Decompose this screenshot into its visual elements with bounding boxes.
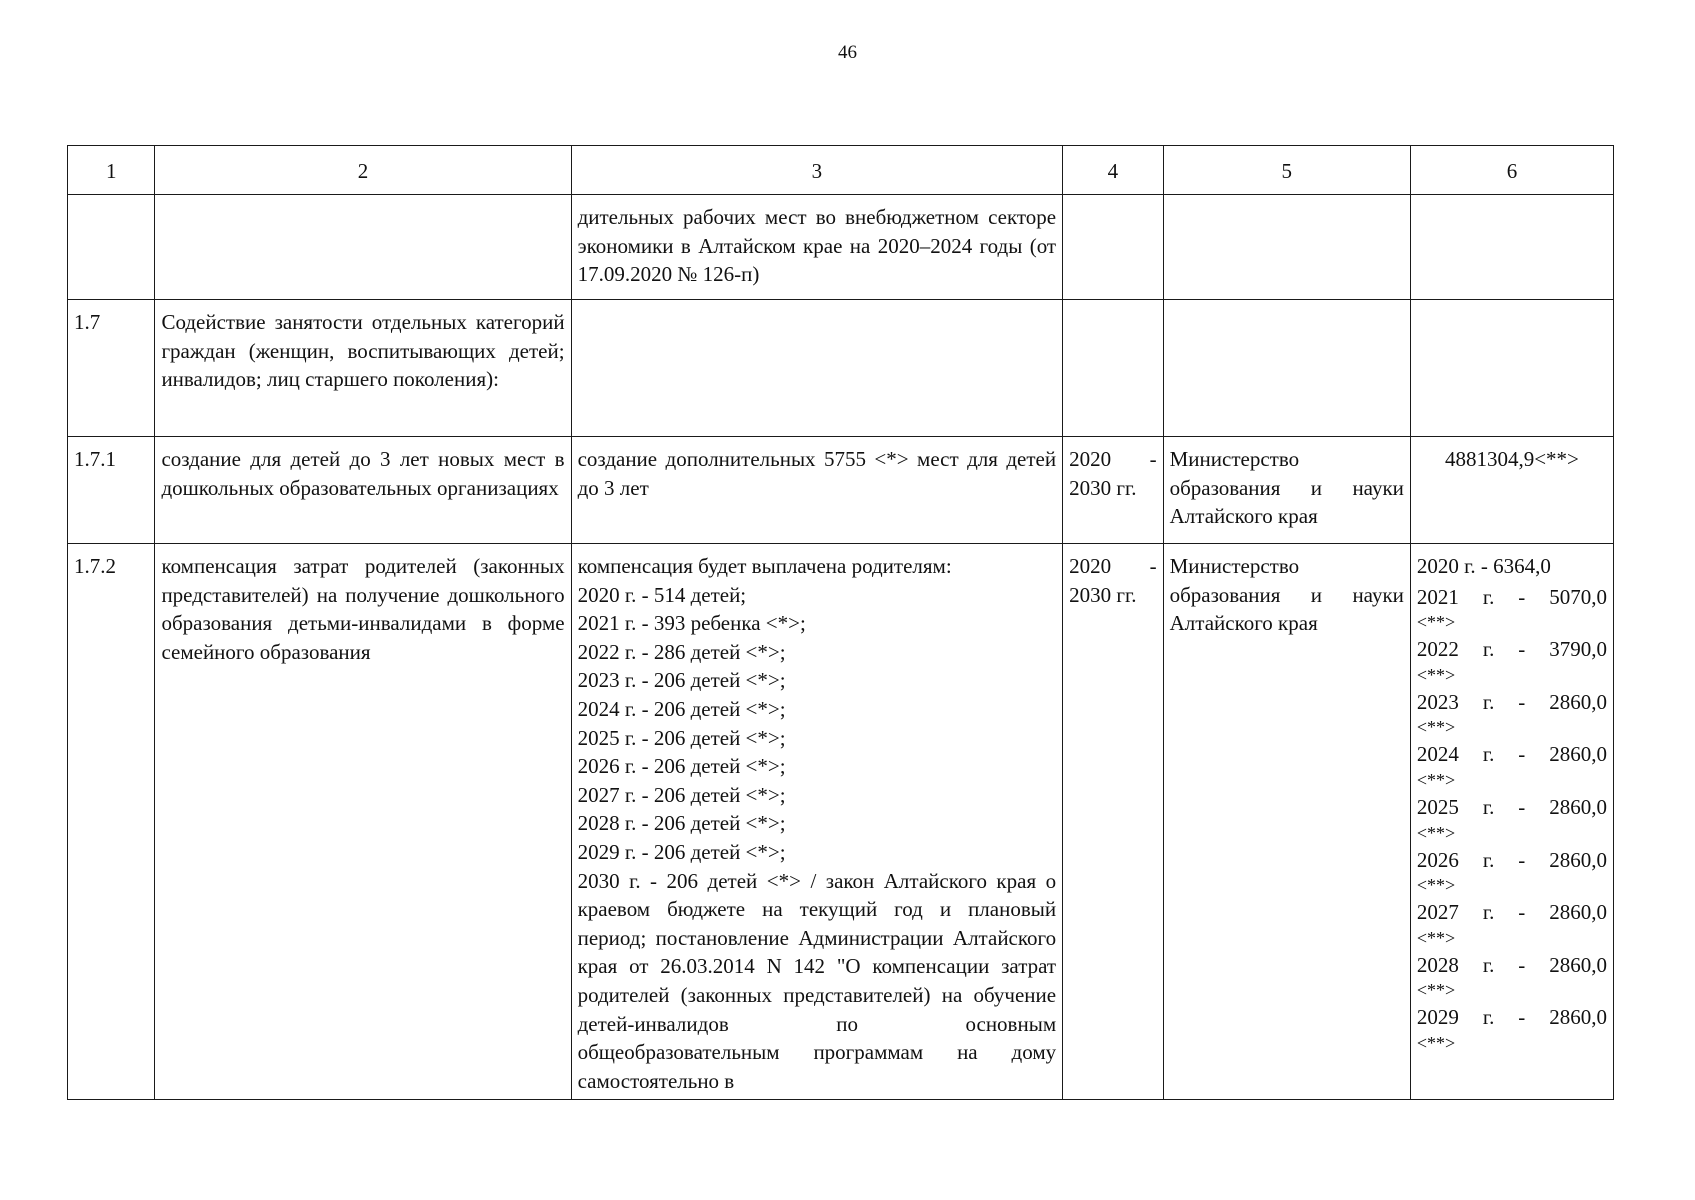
activity-cell bbox=[155, 195, 571, 300]
period-cell bbox=[1063, 195, 1164, 300]
table-row bbox=[68, 437, 1614, 544]
funding-entry bbox=[1417, 583, 1607, 634]
funding-year-amount: 2025 г. - 2860,0 bbox=[1416, 794, 1607, 819]
table-header-row bbox=[68, 146, 1614, 195]
result-line: 2027 г. - 206 детей <*>; bbox=[577, 782, 786, 807]
result-cell bbox=[571, 300, 1063, 437]
activity-cell: компенсация затрат родителей (законных представителей) на получение дошкольного образования детьми-инвалидами в форме семейного образования bbox=[155, 544, 571, 1100]
result-line: 2020 г. - 514 детей; bbox=[577, 582, 747, 607]
funding-footnote-mark: <**> bbox=[1416, 1032, 1456, 1053]
funding-cell bbox=[1410, 544, 1613, 1100]
result-line: 2022 г. - 286 детей <*>; bbox=[577, 639, 786, 664]
page-number: 46 bbox=[838, 42, 857, 63]
period-cell bbox=[1063, 300, 1164, 437]
column-header: 5 bbox=[1163, 146, 1410, 195]
funding-entry bbox=[1417, 846, 1607, 897]
table-row bbox=[68, 300, 1614, 437]
funding-footnote-mark: <**> bbox=[1416, 822, 1456, 843]
funding-footnote-mark: <**> bbox=[1416, 927, 1456, 948]
row-number-cell bbox=[68, 195, 155, 300]
funding-year-amount: 2027 г. - 2860,0 bbox=[1416, 900, 1607, 925]
funding-year-amount: 2021 г. - 5070,0 bbox=[1416, 584, 1607, 609]
executor-cell bbox=[1163, 300, 1410, 437]
result-legal-basis: 2030 г. - 206 детей <*> / закон Алтайского края о краевом бюджете на текущий год и плановый период; постановление Администрации Алтайского края от 26.03.2014 N 142 "О компенсации затрат родителей (законных представителей) на обучение детей-инвалидов по основным общеобразовательным программам на дому самостоятельно в bbox=[577, 868, 1057, 1093]
column-header: 1 bbox=[68, 146, 155, 195]
program-table bbox=[67, 145, 1614, 1100]
result-cell: создание дополнительных 5755 <*> мест для детей до 3 лет bbox=[571, 437, 1063, 544]
activity-cell: Содействие занятости отдельных категорий граждан (женщин, воспитывающих детей; инвалидов; лиц старшего поколения): bbox=[155, 300, 571, 437]
column-header: 4 bbox=[1063, 146, 1164, 195]
funding-cell bbox=[1410, 300, 1613, 437]
funding-year-amount: 2023 г. - 2860,0 bbox=[1416, 689, 1607, 714]
funding-footnote-mark: <**> bbox=[1416, 717, 1456, 738]
funding-cell: 4881304,9<**> bbox=[1410, 437, 1613, 544]
funding-year-amount: 2024 г. - 2860,0 bbox=[1416, 742, 1607, 767]
funding-footnote-mark: <**> bbox=[1416, 664, 1456, 685]
executor-cell: Министерство образования и науки Алтайского края bbox=[1163, 544, 1410, 1100]
result-line: 2026 г. - 206 детей <*>; bbox=[577, 754, 786, 779]
funding-entry bbox=[1417, 635, 1607, 686]
column-header: 6 bbox=[1410, 146, 1613, 195]
funding-footnote-mark: <**> bbox=[1416, 612, 1456, 633]
funding-entry bbox=[1417, 1003, 1607, 1054]
funding-year-amount: 2022 г. - 3790,0 bbox=[1416, 637, 1607, 662]
table-row bbox=[68, 195, 1614, 300]
result-line: 2029 г. - 206 детей <*>; bbox=[577, 839, 786, 864]
funding-footnote-mark: <**> bbox=[1416, 980, 1456, 1001]
column-header: 2 bbox=[155, 146, 571, 195]
result-line: компенсация будет выплачена родителям: bbox=[577, 554, 952, 578]
result-line: 2028 г. - 206 детей <*>; bbox=[577, 811, 786, 836]
funding-entry bbox=[1417, 898, 1607, 949]
funding-footnote-mark: <**> bbox=[1416, 769, 1456, 790]
row-number-cell: 1.7.2 bbox=[68, 544, 155, 1100]
result-line: 2021 г. - 393 ребенка <*>; bbox=[577, 611, 806, 636]
table-row bbox=[68, 544, 1614, 1100]
executor-cell: Министерство образования и науки Алтайского края bbox=[1163, 437, 1410, 544]
funding-cell bbox=[1410, 195, 1613, 300]
funding-year-amount: 2026 г. - 2860,0 bbox=[1416, 847, 1607, 872]
period-cell: 2020 - 2030 гг. bbox=[1063, 437, 1164, 544]
funding-entry: 2020 г. - 6364,0 bbox=[1416, 554, 1551, 578]
row-number-cell: 1.7 bbox=[68, 300, 155, 437]
result-line: 2023 г. - 206 детей <*>; bbox=[577, 668, 786, 693]
funding-entry bbox=[1417, 793, 1607, 844]
result-line: 2024 г. - 206 детей <*>; bbox=[577, 696, 786, 721]
funding-entry bbox=[1417, 740, 1607, 791]
funding-entry bbox=[1417, 951, 1607, 1002]
column-header: 3 bbox=[571, 146, 1063, 195]
funding-entry bbox=[1417, 688, 1607, 739]
period-cell: 2020 - 2030 гг. bbox=[1063, 544, 1164, 1100]
result-cell bbox=[571, 544, 1063, 1100]
executor-cell bbox=[1163, 195, 1410, 300]
funding-list bbox=[1417, 583, 1607, 1054]
funding-year-amount: 2029 г. - 2860,0 bbox=[1416, 1005, 1607, 1030]
activity-cell: создание для детей до 3 лет новых мест в дошкольных образовательных организациях bbox=[155, 437, 571, 544]
funding-year-amount: 2028 г. - 2860,0 bbox=[1416, 952, 1607, 977]
result-cell: дительных рабочих мест во внебюджетном секторе экономики в Алтайском крае на 2020–2024 годы (от 17.09.2020 № 126-п) bbox=[571, 195, 1063, 300]
row-number-cell: 1.7.1 bbox=[68, 437, 155, 544]
funding-footnote-mark: <**> bbox=[1416, 875, 1456, 896]
result-line: 2025 г. - 206 детей <*>; bbox=[577, 725, 786, 750]
